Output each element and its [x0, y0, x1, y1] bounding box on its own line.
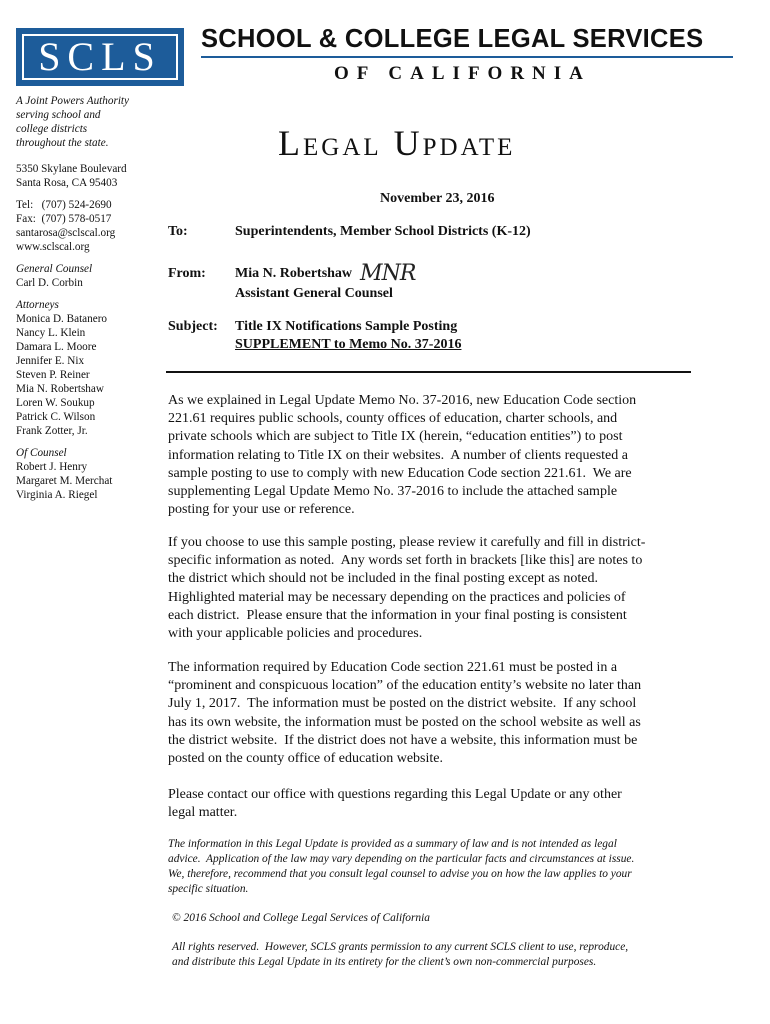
of-counsel: [16, 446, 156, 502]
paragraph-line: “prominent and conspicuous location” of the education entity’s website no later than: [168, 678, 642, 694]
of-counsel-name: Margaret M. Merchat: [16, 475, 113, 487]
paragraph-line: The information required by Education Code section 221.61 must be posted in a: [168, 660, 618, 675]
from-title: Assistant General Counsel: [235, 286, 393, 301]
rights-line: All rights reserved. However, SCLS grants permission to any current SCLS client to use, reproduce,: [172, 941, 629, 953]
paragraph-2: [168, 534, 693, 643]
paragraph-line: If you choose to use this sample posting, please review it carefully and fill in district-: [168, 535, 646, 550]
paragraph-line: private schools which are subject to Title IX (herein, “education entities”) to post: [168, 429, 623, 445]
signature-initials: MNR: [360, 261, 416, 286]
paragraph-line: the district website. If the district does not have a website, this information must be: [168, 732, 638, 748]
disclaimer-line: specific situation.: [168, 883, 249, 895]
to-label: To:: [168, 224, 188, 239]
contact-info: [16, 198, 156, 254]
attorneys-label: Attorneys: [16, 299, 59, 311]
of-counsel-label: Of Counsel: [16, 447, 67, 459]
paragraph-line: 221.61 requires public schools, county offices of education, charter schools, and: [168, 411, 618, 427]
attorney-name: Steven P. Reiner: [16, 369, 90, 381]
attorney-name: Frank Zotter, Jr.: [16, 425, 88, 437]
paragraph-3: [168, 659, 693, 768]
address-line: 5350 Skylane Boulevard: [16, 163, 127, 175]
subject-line-2: SUPPLEMENT to Memo No. 37-2016: [235, 337, 462, 352]
document-title: Legal Update: [278, 123, 516, 163]
general-counsel: [16, 262, 156, 290]
paragraph-line: has its own website, the information must be posted on the school website as well as: [168, 714, 641, 730]
paragraph-line: Highlighted material may be necessary depending on the practices and policies of: [168, 589, 626, 605]
attorney-name: Damara L. Moore: [16, 341, 97, 353]
rights-line: and distribute this Legal Update in its entirety for the client’s own non-commercial purposes.: [172, 956, 597, 968]
tagline-line: serving school and: [16, 109, 101, 121]
tagline: [16, 94, 156, 150]
disclaimer-line: advice. Application of the law may vary depending on the particular facts and circumstances at issue.: [168, 853, 635, 865]
tagline-line: A Joint Powers Authority: [16, 95, 130, 107]
copyright: © 2016 School and College Legal Services of California: [172, 912, 430, 924]
header-rule: [166, 371, 691, 373]
from-label: From:: [168, 266, 206, 281]
paragraph-line: sample posting to use to comply with new Education Code section 221.61. We are: [168, 465, 632, 481]
tagline-line: college districts: [16, 123, 88, 135]
of-counsel-name: Virginia A. Riegel: [16, 489, 98, 501]
rights-notice: [172, 940, 697, 970]
organization-name: SCHOOL & COLLEGE LEGAL SERVICES: [201, 25, 704, 53]
paragraph-4: [168, 786, 693, 822]
paragraph-line: specific information as noted. Any words set forth in brackets [like this] are notes to: [168, 553, 643, 569]
memo-date: November 23, 2016: [380, 191, 495, 206]
attorney-name: Mia N. Robertshaw: [16, 383, 104, 395]
from-value: [235, 261, 416, 286]
attorney-name: Jennifer E. Nix: [16, 355, 85, 367]
organization-subtitle: OF CALIFORNIA: [334, 63, 591, 84]
paragraph-line: supplementing Legal Update Memo No. 37-2016 to include the attached sample: [168, 484, 618, 500]
paragraph-line: Please contact our office with questions regarding this Legal Update or any other: [168, 787, 622, 802]
scls-logo: [16, 28, 184, 86]
to-value: Superintendents, Member School Districts (K-12): [235, 224, 531, 239]
paragraph-line: each district. Please ensure that the information in your final posting is consistent: [168, 607, 627, 623]
disclaimer-line: We, therefore, recommend that you consult legal counsel to advise you on how the law applies to your: [168, 868, 632, 880]
address-line: Santa Rosa, CA 95403: [16, 177, 118, 189]
header-divider: [201, 56, 733, 58]
fax: Fax: (707) 578-0517: [16, 213, 112, 225]
address: [16, 162, 156, 190]
paragraph-line: information relating to Title IX on their websites. A number of clients requested a: [168, 447, 628, 463]
attorneys: [16, 298, 156, 438]
general-counsel-label: General Counsel: [16, 263, 93, 275]
paragraph-line: with your applicable policies and procedures.: [168, 626, 423, 642]
from-name: Mia N. Robertshaw: [235, 266, 353, 281]
paragraph-line: legal matter.: [168, 805, 238, 821]
logo-text: SCLS: [22, 34, 178, 80]
paragraph-line: As we explained in Legal Update Memo No. 37-2016, new Education Code section: [168, 393, 637, 408]
email-link[interactable]: santarosa@sclscal.org: [16, 227, 116, 239]
attorney-name: Patrick C. Wilson: [16, 411, 96, 423]
attorney-name: Nancy L. Klein: [16, 327, 86, 339]
subject-label: Subject:: [168, 319, 218, 334]
subject-line-1: Title IX Notifications Sample Posting: [235, 319, 458, 334]
attorney-name: Monica D. Batanero: [16, 313, 108, 325]
paragraph-line: posting for your use or reference.: [168, 502, 355, 518]
paragraph-line: posted on the county office of education website.: [168, 751, 443, 767]
phone: Tel: (707) 524-2690: [16, 199, 112, 211]
paragraph-line: the district which should not be included in the final posting except as noted.: [168, 571, 599, 587]
disclaimer: [168, 837, 693, 897]
attorney-name: Loren W. Soukup: [16, 397, 95, 409]
paragraph-line: July 1, 2017. The information must be posted on the district website. If any school: [168, 696, 637, 712]
sidebar: [16, 94, 156, 510]
paragraph-1: [168, 392, 693, 519]
website-link[interactable]: www.sclscal.org: [16, 241, 90, 253]
of-counsel-name: Robert J. Henry: [16, 461, 88, 473]
tagline-line: throughout the state.: [16, 137, 109, 149]
general-counsel-name: Carl D. Corbin: [16, 277, 83, 289]
disclaimer-line: The information in this Legal Update is provided as a summary of law and is not intended as legal: [168, 838, 617, 850]
